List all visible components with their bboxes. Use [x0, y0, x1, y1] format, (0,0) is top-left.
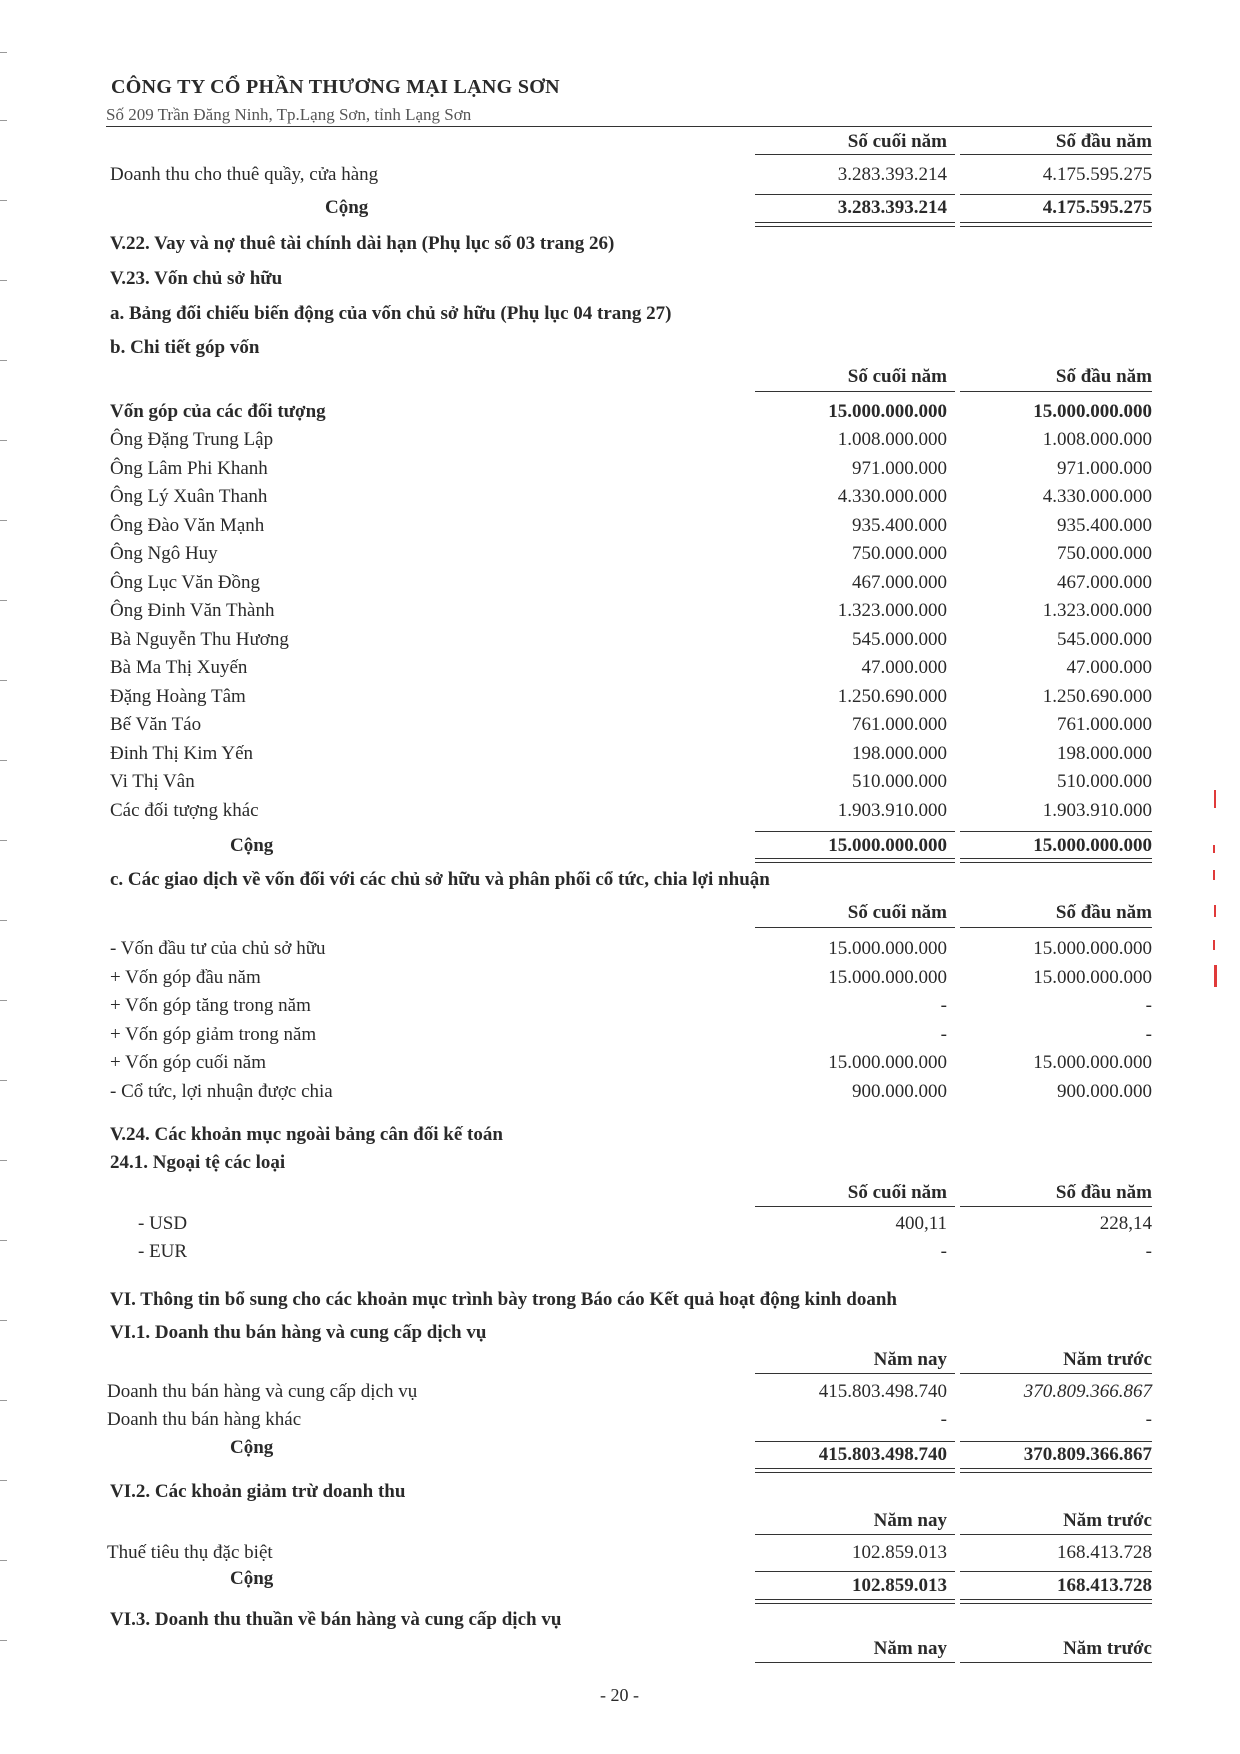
- capital-row-name: Ông Ngô Huy: [110, 543, 218, 564]
- section-v22: V.22. Vay và nợ thuê tài chính dài hạn (Phụ lục số 03 trang 26): [110, 233, 615, 254]
- capital-row-name: Ông Lý Xuân Thanh: [110, 486, 268, 507]
- margin-tick: [0, 440, 7, 441]
- section-v23: V.23. Vốn chủ sở hữu: [110, 268, 283, 289]
- total-double-rule: [960, 1468, 1152, 1473]
- capital-row-name: Bà Ma Thị Xuyến: [110, 657, 248, 678]
- transaction-start: 15.000.000.000: [1033, 967, 1152, 988]
- col-header-start: Số đầu năm: [1055, 131, 1152, 152]
- sum-rule: [755, 831, 955, 832]
- transaction-start: -: [1145, 995, 1152, 1016]
- revenue-row-now: 415.803.498.740: [818, 1381, 947, 1402]
- capital-total-label: Cộng: [230, 835, 274, 856]
- section-v23a: a. Bảng đối chiếu biến động của vốn chủ sở hữu (Phụ lục 04 trang 27): [110, 303, 672, 324]
- capital-row-start: 761.000.000: [1057, 714, 1152, 735]
- sum-rule: [755, 1571, 955, 1572]
- col-rule: [960, 1662, 1152, 1663]
- transaction-label: - Cổ tức, lợi nhuận được chia: [110, 1081, 333, 1102]
- revenue-total-label: Cộng: [230, 1437, 274, 1458]
- capital-total-start: 15.000.000.000: [1033, 835, 1152, 856]
- col-header-last-year: Năm trước: [1063, 1638, 1152, 1659]
- capital-row-name: Vi Thị Vân: [110, 771, 195, 792]
- capital-row-name: Ông Lâm Phi Khanh: [110, 458, 268, 479]
- margin-tick: [0, 1320, 7, 1321]
- section-v24: V.24. Các khoản mục ngoài bảng cân đối kế toán: [110, 1124, 503, 1145]
- transaction-end: -: [940, 1024, 947, 1045]
- margin-tick: [0, 360, 7, 361]
- capital-title: Vốn góp của các đối tượng: [110, 401, 326, 422]
- margin-tick: [0, 1240, 7, 1241]
- transaction-end: 15.000.000.000: [828, 1052, 947, 1073]
- col-header-end: Số cuối năm: [847, 1182, 947, 1203]
- capital-title-start: 15.000.000.000: [1033, 401, 1152, 422]
- margin-tick: [0, 1160, 7, 1161]
- margin-tick: [0, 760, 7, 761]
- col-header-start: Số đầu năm: [1055, 1182, 1152, 1203]
- capital-row-name: Ông Lục Văn Đồng: [110, 572, 261, 593]
- capital-row-end: 1.323.000.000: [837, 600, 947, 621]
- capital-row-start: 510.000.000: [1057, 771, 1152, 792]
- red-mark: [1214, 790, 1216, 808]
- revenue-total-prev: 370.809.366.867: [1023, 1444, 1152, 1465]
- capital-row-end: 1.903.910.000: [837, 800, 947, 821]
- transaction-end: 900.000.000: [852, 1081, 947, 1102]
- currency-start: -: [1145, 1241, 1152, 1262]
- capital-row-end: 510.000.000: [852, 771, 947, 792]
- col-header-start: Số đầu năm: [1055, 366, 1152, 387]
- deduction-total-now: 102.859.013: [852, 1575, 947, 1596]
- currency-label: - USD: [138, 1213, 188, 1234]
- capital-row-start: 1.250.690.000: [1042, 686, 1152, 707]
- col-rule: [755, 154, 955, 155]
- capital-title-end: 15.000.000.000: [828, 401, 947, 422]
- capital-row-start: 467.000.000: [1057, 572, 1152, 593]
- col-header-this-year: Năm nay: [873, 1510, 947, 1531]
- revenue-row-prev: 370.809.366.867: [1023, 1381, 1152, 1402]
- transaction-label: + Vốn góp cuối năm: [110, 1052, 267, 1073]
- deduction-now: 102.859.013: [852, 1542, 947, 1563]
- sum-rule: [960, 1571, 1152, 1572]
- capital-row-end: 761.000.000: [852, 714, 947, 735]
- red-mark: [1213, 940, 1215, 950]
- total-double-rule: [755, 1599, 955, 1604]
- transaction-start: -: [1145, 1024, 1152, 1045]
- transaction-label: - Vốn đầu tư của chủ sở hữu: [110, 938, 326, 959]
- col-rule: [960, 1534, 1152, 1535]
- revenue-total-now: 415.803.498.740: [818, 1444, 947, 1465]
- col-rule: [960, 927, 1152, 928]
- col-rule: [755, 1534, 955, 1535]
- transaction-end: -: [940, 995, 947, 1016]
- capital-row-end: 1.008.000.000: [837, 429, 947, 450]
- capital-row-end: 4.330.000.000: [837, 486, 947, 507]
- col-header-last-year: Năm trước: [1063, 1510, 1152, 1531]
- col-header-this-year: Năm nay: [873, 1349, 947, 1370]
- margin-tick: [0, 120, 7, 121]
- col-header-last-year: Năm trước: [1063, 1349, 1152, 1370]
- revenue-row-label: Doanh thu bán hàng và cung cấp dịch vụ: [107, 1381, 418, 1402]
- red-mark: [1213, 870, 1215, 880]
- capital-row-name: Ông Đặng Trung Lập: [110, 429, 274, 450]
- capital-row-name: Ông Đinh Văn Thành: [110, 600, 275, 621]
- capital-row-start: 935.400.000: [1057, 515, 1152, 536]
- capital-row-start: 1.008.000.000: [1042, 429, 1152, 450]
- capital-row-start: 750.000.000: [1057, 543, 1152, 564]
- deduction-label: Thuế tiêu thụ đặc biệt: [107, 1542, 273, 1563]
- total-double-rule: [755, 1468, 955, 1473]
- section-v23b: b. Chi tiết góp vốn: [110, 337, 260, 358]
- col-rule: [960, 1373, 1152, 1374]
- capital-row-end: 935.400.000: [852, 515, 947, 536]
- margin-tick: [0, 200, 7, 201]
- capital-row-end: 198.000.000: [852, 743, 947, 764]
- capital-row-name: Bà Nguyễn Thu Hương: [110, 629, 289, 650]
- col-rule: [960, 154, 1152, 155]
- col-rule: [755, 391, 955, 392]
- section-v241: 24.1. Ngoại tệ các loại: [110, 1152, 286, 1173]
- capital-row-name: Bế Văn Táo: [110, 714, 202, 735]
- capital-row-end: 750.000.000: [852, 543, 947, 564]
- col-rule: [755, 1662, 955, 1663]
- sum-rule: [960, 831, 1152, 832]
- rental-total-start: 4.175.595.275: [1042, 197, 1152, 218]
- col-header-start: Số đầu năm: [1055, 902, 1152, 923]
- margin-tick: [0, 280, 7, 281]
- section-vi2: VI.2. Các khoản giảm trừ doanh thu: [110, 1481, 406, 1502]
- section-vi: VI. Thông tin bổ sung cho các khoản mục trình bày trong Báo cáo Kết quả hoạt động kinh doanh: [110, 1289, 897, 1310]
- total-double-rule: [960, 858, 1152, 863]
- margin-tick: [0, 52, 7, 53]
- rental-total-label: Cộng: [325, 197, 369, 218]
- deduction-total-label: Cộng: [230, 1568, 274, 1589]
- red-mark: [1214, 905, 1216, 917]
- capital-row-start: 1.323.000.000: [1042, 600, 1152, 621]
- capital-row-start: 198.000.000: [1057, 743, 1152, 764]
- total-double-rule: [755, 858, 955, 863]
- rental-total-end: 3.283.393.214: [837, 197, 947, 218]
- sum-rule: [960, 1441, 1152, 1442]
- col-header-end: Số cuối năm: [847, 131, 947, 152]
- currency-end: 400,11: [895, 1213, 947, 1234]
- capital-row-start: 545.000.000: [1057, 629, 1152, 650]
- revenue-row-now: -: [940, 1409, 947, 1430]
- currency-start: 228,14: [1099, 1213, 1152, 1234]
- margin-tick: [0, 1560, 7, 1561]
- capital-total-end: 15.000.000.000: [828, 835, 947, 856]
- transaction-start: 15.000.000.000: [1033, 1052, 1152, 1073]
- section-v23c: c. Các giao dịch về vốn đối với các chủ sở hữu và phân phối cổ tức, chia lợi nhuận: [110, 869, 770, 890]
- capital-row-end: 467.000.000: [852, 572, 947, 593]
- col-header-end: Số cuối năm: [847, 902, 947, 923]
- capital-row-end: 1.250.690.000: [837, 686, 947, 707]
- col-header-end: Số cuối năm: [847, 366, 947, 387]
- company-name: CÔNG TY CỔ PHẦN THƯƠNG MẠI LẠNG SƠN: [111, 76, 560, 98]
- total-double-rule: [755, 222, 955, 227]
- revenue-row-label: Doanh thu bán hàng khác: [107, 1409, 302, 1430]
- red-mark: [1213, 845, 1215, 853]
- col-rule: [960, 1206, 1152, 1207]
- margin-tick: [0, 920, 7, 921]
- company-address: Số 209 Trần Đăng Ninh, Tp.Lạng Sơn, tỉnh Lạng Sơn: [106, 105, 472, 124]
- rental-label: Doanh thu cho thuê quầy, cửa hàng: [110, 164, 379, 185]
- margin-tick: [0, 600, 7, 601]
- capital-row-start: 1.903.910.000: [1042, 800, 1152, 821]
- deduction-prev: 168.413.728: [1057, 1542, 1152, 1563]
- capital-row-name: Ông Đào Văn Mạnh: [110, 515, 265, 536]
- transaction-end: 15.000.000.000: [828, 938, 947, 959]
- col-rule: [755, 927, 955, 928]
- transaction-start: 900.000.000: [1057, 1081, 1152, 1102]
- section-vi1: VI.1. Doanh thu bán hàng và cung cấp dịch vụ: [110, 1322, 487, 1343]
- col-rule: [755, 1206, 955, 1207]
- transaction-label: + Vốn góp tăng trong năm: [110, 995, 311, 1016]
- currency-end: -: [940, 1241, 947, 1262]
- capital-row-start: 4.330.000.000: [1042, 486, 1152, 507]
- capital-row-name: Các đối tượng khác: [110, 800, 259, 821]
- margin-tick: [0, 1000, 7, 1001]
- capital-row-start: 47.000.000: [1066, 657, 1152, 678]
- margin-tick: [0, 1480, 7, 1481]
- section-vi3: VI.3. Doanh thu thuần về bán hàng và cung cấp dịch vụ: [110, 1609, 562, 1630]
- sum-rule: [755, 1441, 955, 1442]
- col-rule: [960, 391, 1152, 392]
- sum-rule: [755, 194, 955, 195]
- margin-tick: [0, 840, 7, 841]
- margin-tick: [0, 1640, 7, 1641]
- page-number: - 20 -: [600, 1685, 639, 1705]
- capital-row-name: Đinh Thị Kim Yến: [110, 743, 254, 764]
- transaction-label: + Vốn góp đầu năm: [110, 967, 261, 988]
- total-double-rule: [960, 222, 1152, 227]
- rental-end: 3.283.393.214: [837, 164, 947, 185]
- transaction-label: + Vốn góp giảm trong năm: [110, 1024, 317, 1045]
- revenue-row-prev: -: [1145, 1409, 1152, 1430]
- col-header-this-year: Năm nay: [873, 1638, 947, 1659]
- sum-rule: [960, 194, 1152, 195]
- currency-label: - EUR: [138, 1241, 188, 1262]
- capital-row-name: Đặng Hoàng Tâm: [110, 686, 246, 707]
- col-rule: [755, 1373, 955, 1374]
- margin-tick: [0, 1400, 7, 1401]
- margin-tick: [0, 680, 7, 681]
- capital-row-end: 971.000.000: [852, 458, 947, 479]
- red-mark: [1214, 965, 1217, 987]
- total-double-rule: [960, 1599, 1152, 1604]
- capital-row-end: 545.000.000: [852, 629, 947, 650]
- deduction-total-prev: 168.413.728: [1057, 1575, 1152, 1596]
- transaction-start: 15.000.000.000: [1033, 938, 1152, 959]
- rental-start: 4.175.595.275: [1042, 164, 1152, 185]
- capital-row-end: 47.000.000: [861, 657, 947, 678]
- header-rule: [106, 126, 1152, 127]
- capital-row-start: 971.000.000: [1057, 458, 1152, 479]
- transaction-end: 15.000.000.000: [828, 967, 947, 988]
- margin-tick: [0, 520, 7, 521]
- margin-tick: [0, 1080, 7, 1081]
